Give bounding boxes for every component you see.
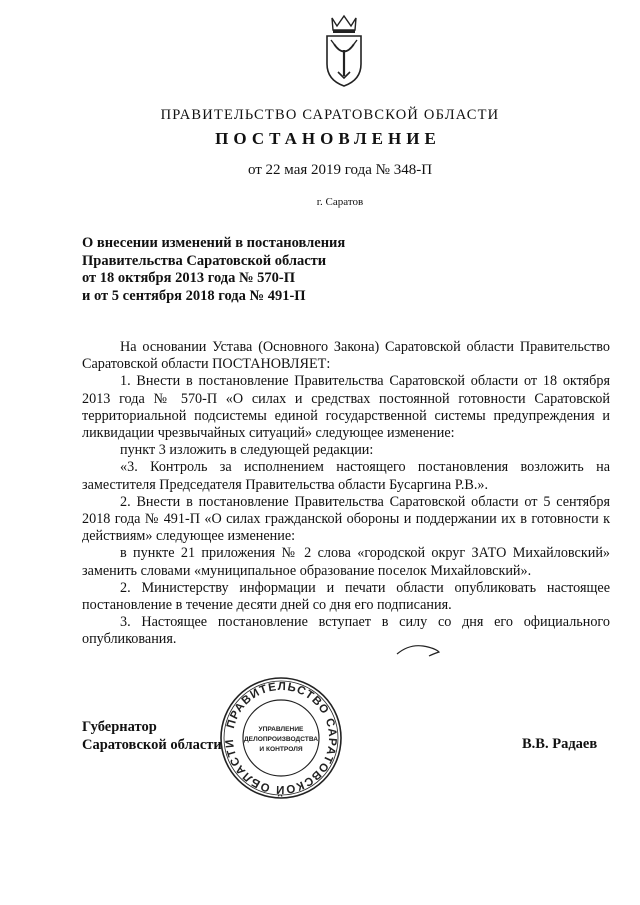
- coat-of-arms-icon: [322, 14, 366, 88]
- seal-inner-line: ДЕЛОПРОИЗВОДСТВА: [243, 736, 319, 743]
- handwritten-mark-icon: [395, 640, 445, 662]
- body-paragraph: 3. Настоящее постановление вступает в силу со дня его официального опубликования.: [82, 614, 610, 648]
- body-paragraph: в пункте 21 приложения № 2 слова «городской округ ЗАТО Михайловский» заменить словами «муниципальное образование поселок Михайловский».: [82, 545, 610, 579]
- body-paragraph: 2. Внести в постановление Правительства Саратовской области от 5 сентября 2018 года № 491-П «О силах гражданской обороны и поддержании их в готовности к действиям» следующее изменение:: [82, 493, 610, 545]
- title-line: от 18 октября 2013 года № 570-П: [82, 270, 296, 286]
- signer-name: В.В. Радаев: [522, 736, 598, 752]
- body-paragraph: На основании Устава (Основного Закона) Саратовской области Правительство Саратовской области ПОСТАНОВЛЯЕТ:: [82, 339, 610, 373]
- signer-position-line: Губернатор: [82, 719, 157, 735]
- signer-position: [82, 718, 222, 754]
- body-paragraph: «3. Контроль за исполнением настоящего постановления возложить на заместителя Председателя Правительства области Бусаргина Р.В.».: [82, 459, 610, 493]
- seal-inner-line: И КОНТРОЛЯ: [259, 746, 303, 753]
- document-body: [82, 339, 610, 649]
- signer-position-line: Саратовской области: [82, 737, 222, 753]
- seal-outer-text: ПРАВИТЕЛЬСТВО САРАТОВСКОЙ ОБЛАСТИ: [223, 680, 339, 796]
- document-date-number: от 22 мая 2019 года № 348-П: [247, 162, 433, 178]
- seal-inner-line: УПРАВЛЕНИЕ: [258, 726, 304, 733]
- government-name: ПРАВИТЕЛЬСТВО САРАТОВСКОЙ ОБЛАСТИ: [160, 107, 500, 123]
- document-type: ПОСТАНОВЛЕНИЕ: [215, 129, 441, 148]
- body-paragraph: 1. Внести в постановление Правительства Саратовской области от 18 октября 2013 года № 570-П «О силах и средствах постоянной готовности Саратовской территориальной подсистемы единой государственной системы предупреждения и ликвидации чрезвычайных ситуаций» следующее изменение:: [82, 373, 610, 442]
- city-name: г. Саратов: [316, 196, 364, 208]
- official-seal-icon: [218, 675, 344, 801]
- title-line: и от 5 сентября 2018 года № 491-П: [82, 287, 306, 304]
- body-paragraph: пункт 3 изложить в следующей редакции:: [120, 442, 374, 459]
- title-line: О внесении изменений в постановления: [82, 235, 346, 251]
- title-line: Правительства Саратовской области: [82, 252, 327, 269]
- document-title: [82, 235, 345, 305]
- body-paragraph: 2. Министерству информации и печати области опубликовать настоящее постановление в течение десяти дней со дня его подписания.: [82, 579, 610, 614]
